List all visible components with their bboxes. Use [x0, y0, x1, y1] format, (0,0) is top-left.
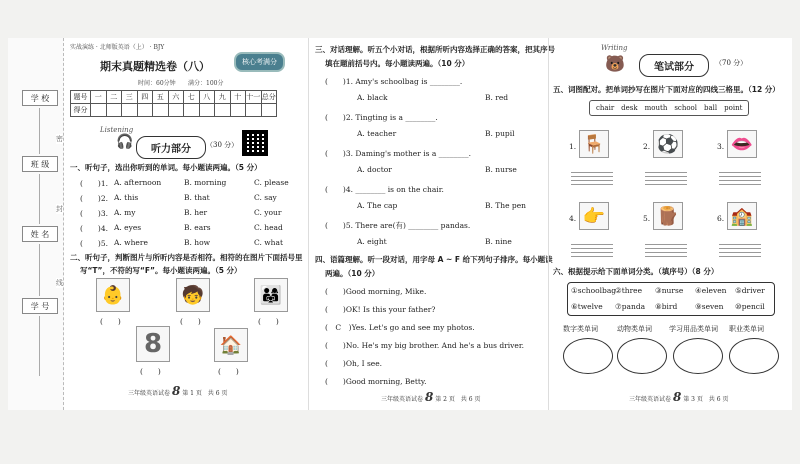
writing-points: （70 分） [715, 59, 748, 67]
q1-item-2-b: B. that [184, 193, 210, 202]
q3-item-4-b: B. The pen [485, 201, 527, 210]
q3-item-4-a: A. The cap [357, 201, 398, 210]
q3-item-1-a: A. black [357, 93, 388, 102]
seal-mark-3: 线 [56, 279, 63, 287]
score-input-cell[interactable] [184, 104, 200, 117]
listening-tag: Listening [100, 126, 134, 134]
q1-item-3-b: B. her [184, 208, 208, 217]
score-cell: 一 [91, 91, 107, 104]
q3-item-3-a: A. doctor [357, 165, 392, 174]
q1-item-1-num[interactable]: ( )1. [80, 179, 109, 188]
score-cell: 三 [122, 91, 138, 104]
q3-item-4[interactable]: ( )4. ________ is on the chair. [325, 185, 444, 194]
writing-title-text: 笔试部分 [654, 62, 694, 73]
writing-lines-1[interactable] [571, 172, 613, 188]
word-bank: chair desk mouth school ball point [589, 100, 749, 116]
footer-prefix: 三年级英语试卷 [128, 390, 171, 397]
score-input-cell[interactable] [215, 104, 231, 117]
school-line [39, 108, 40, 154]
q1-item-1-c: C. please [254, 178, 289, 187]
score-input-cell[interactable] [199, 104, 215, 117]
q2-answer-2[interactable]: ( ) [180, 317, 201, 326]
q3-item-1-b: B. red [485, 93, 509, 102]
q2-heading: 二、听句子，判断图片与所听内容是否相符。相符的在图片下面括号里 [70, 253, 303, 262]
score-cell: 七 [184, 91, 200, 104]
page-3-footer [629, 390, 728, 404]
qr-code-icon[interactable] [242, 130, 268, 156]
option-1: ①schoolbag [571, 286, 617, 295]
q4-item-5[interactable]: ( )Oh, I see. [325, 359, 383, 368]
class-label: 班 级 [22, 156, 58, 172]
q1-item-2-a: A. this [114, 193, 139, 202]
footer-prefix: 三年级英语试卷 [381, 396, 424, 403]
writing-lines-6[interactable] [719, 244, 761, 260]
student-number-line [39, 316, 40, 376]
q1-item-1-a: A. afternoon [114, 178, 162, 187]
score-cell: 题号 [71, 91, 91, 104]
score-input-cell[interactable] [168, 104, 184, 117]
q1-item-3-a: A. my [114, 208, 136, 217]
score-table [70, 90, 277, 117]
name-label: 姓 名 [22, 226, 58, 242]
score-cell: 得分 [71, 104, 91, 117]
q2-picture-3: 👨‍👩‍👧 [254, 278, 288, 312]
class-line [39, 174, 40, 224]
q6-heading: 六、根据提示给下面单词分类。（填序号）（8 分） [553, 267, 719, 276]
q4-item-3[interactable]: ( C )Yes. Let's go and see my photos. [325, 323, 475, 332]
footer-grade-number: 8 [672, 390, 682, 404]
q5-num-1: 1. [569, 142, 577, 151]
headphones-icon: 🎧 [116, 134, 134, 150]
writing-lines-2[interactable] [645, 172, 687, 188]
point-picture: 👉 [579, 202, 609, 230]
q1-item-5-num[interactable]: ( )5. [80, 239, 109, 248]
score-cell: 十一 [246, 91, 262, 104]
q3-item-5[interactable]: ( )5. There are(有) ________ pandas. [325, 221, 471, 230]
category-animals-answer[interactable] [617, 338, 667, 374]
q1-item-4-c: C. head [254, 223, 283, 232]
q1-item-3-num[interactable]: ( )3. [80, 209, 109, 218]
page-1-footer [128, 384, 227, 398]
option-4: ④eleven [695, 286, 727, 295]
page-title: 期末真题精选卷（八） [100, 60, 210, 73]
q3-item-5-b: B. nine [485, 237, 512, 246]
q4-item-6[interactable]: ( )Good morning, Betty. [325, 377, 427, 386]
option-10: ⑩pencil [735, 302, 765, 311]
school-label: 学 校 [22, 90, 58, 106]
category-jobs-label: 职业类单词 [729, 325, 764, 333]
category-stationery-answer[interactable] [673, 338, 723, 374]
footer-grade-number: 8 [424, 390, 434, 404]
score-input-cell[interactable] [137, 104, 153, 117]
writing-lines-4[interactable] [571, 244, 613, 260]
q5-num-6: 6. [717, 214, 725, 223]
option-8: ⑧bird [655, 302, 678, 311]
q2-picture-1: 👶 [96, 278, 130, 312]
ball-picture: ⚽ [653, 130, 683, 158]
score-input-cell[interactable] [106, 104, 122, 117]
footer-grade-number: 8 [171, 384, 181, 398]
q1-item-5-c: C. what [254, 238, 283, 247]
score-input-cell[interactable] [261, 104, 277, 117]
q3-item-3[interactable]: ( )3. Daming's mother is a ________. [325, 149, 472, 158]
category-numbers-label: 数字类单词 [563, 325, 598, 333]
q2-answer-1[interactable]: ( ) [100, 317, 121, 326]
score-cell: 十 [230, 91, 246, 104]
writing-tag: Writing [601, 44, 628, 52]
page-2-footer [381, 390, 480, 404]
option-3: ③nurse [655, 286, 684, 295]
seal-mark-2: 封 [56, 205, 63, 213]
full-score-label: 满分：100分 [188, 80, 224, 87]
q1-item-1-b: B. morning [184, 178, 227, 187]
exam-sheet [8, 38, 792, 410]
bear-pencil-icon: 🐻 [605, 54, 625, 73]
listening-section-title [136, 136, 206, 159]
q5-num-3: 3. [717, 142, 725, 151]
page-1 [68, 38, 304, 410]
score-cell: 六 [168, 91, 184, 104]
q2-answer-4[interactable]: ( ) [140, 367, 161, 376]
writing-lines-3[interactable] [719, 172, 761, 188]
category-animals-label: 动物类单词 [617, 325, 652, 333]
score-header-row [71, 91, 277, 104]
option-9: ⑨seven [695, 302, 724, 311]
q1-heading: 一、听句子，选出你听到的单词。每小题读两遍。（5 分） [70, 163, 262, 172]
q3-item-2[interactable]: ( )2. Tingting is a ________. [325, 113, 438, 122]
q2-picture-2: 🧒 [176, 278, 210, 312]
category-stationery-label: 学习用品类单词 [669, 325, 718, 333]
option-5: ⑤driver [735, 286, 765, 295]
score-cell: 四 [137, 91, 153, 104]
student-number-label: 学 号 [22, 298, 58, 314]
q4-heading: 四、语篇理解。听一段对话，用字母 A ~ F 给下列句子排序。每小题读 [315, 255, 553, 264]
listening-title-text: 听力部分 [151, 144, 191, 155]
name-line [39, 244, 40, 296]
q4-item-2[interactable]: ( )OK! Is this your father? [325, 305, 436, 314]
option-7: ⑦panda [615, 302, 646, 311]
writing-lines-5[interactable] [645, 244, 687, 260]
q2-heading-line2: 写“T”，不符的写“F”。每小题读两遍。（5 分） [80, 266, 242, 275]
core-badge: 核心考满分 [234, 52, 285, 72]
q3-item-5-a: A. eight [357, 237, 387, 246]
score-cell: 五 [153, 91, 169, 104]
score-cell: 二 [106, 91, 122, 104]
series-label: 实战演练 · 北师版英语（上） · BJY [70, 44, 165, 51]
category-jobs-answer[interactable] [729, 338, 779, 374]
q1-item-4-b: B. ears [184, 223, 211, 232]
score-input-cell[interactable] [122, 104, 138, 117]
q1-item-2-c: C. say [254, 193, 277, 202]
q2-answer-5[interactable]: ( ) [218, 367, 239, 376]
q4-item-4[interactable]: ( )No. He's my big brother. And he's a bus driver. [325, 341, 524, 350]
school-picture: 🏫 [727, 202, 757, 230]
q4-heading-line2: 两遍。（10 分） [325, 269, 380, 278]
q3-item-3-b: B. nurse [485, 165, 517, 174]
q1-item-5-b: B. how [184, 238, 211, 247]
page-2 [308, 38, 555, 410]
q1-item-4-num[interactable]: ( )4. [80, 224, 109, 233]
score-value-row [71, 104, 277, 117]
q1-item-4-a: A. eyes [114, 223, 142, 232]
mouth-picture: 👄 [727, 130, 757, 158]
q5-num-2: 2. [643, 142, 651, 151]
q3-heading: 三、对话理解。听五个小对话，根据所听内容选择正确的答案，把其序号 [315, 45, 555, 54]
q3-item-2-b: B. pupil [485, 129, 515, 138]
binding-margin [8, 38, 64, 410]
q1-item-5-a: A. where [114, 238, 148, 247]
q5-num-4: 4. [569, 214, 577, 223]
q2-picture-4: 8 [136, 326, 170, 362]
option-6: ⑥twelve [571, 302, 603, 311]
seal-mark-1: 密 [56, 135, 63, 143]
footer-page: 第 3 页 共 6 页 [683, 396, 729, 403]
score-input-cell[interactable] [153, 104, 169, 117]
q2-answer-3[interactable]: ( ) [258, 317, 279, 326]
score-cell: 九 [215, 91, 231, 104]
time-label: 时间：60分钟 [138, 80, 176, 87]
q2-picture-5: 🏠 [214, 328, 248, 362]
option-2: ②three [615, 286, 643, 295]
chair-picture: 🪑 [579, 130, 609, 158]
footer-prefix: 三年级英语试卷 [629, 396, 672, 403]
q5-num-5: 5. [643, 214, 651, 223]
writing-section-title [639, 54, 709, 77]
page-3 [548, 38, 784, 410]
score-cell: 八 [199, 91, 215, 104]
footer-page: 第 1 页 共 6 页 [182, 390, 228, 397]
footer-page: 第 2 页 共 6 页 [435, 396, 481, 403]
score-input-cell[interactable] [230, 104, 246, 117]
q3-item-2-a: A. teacher [357, 129, 397, 138]
q1-item-3-c: C. your [254, 208, 282, 217]
q3-heading-line2: 填在题前括号内。每小题读两遍。（10 分） [325, 59, 470, 68]
q4-item-1[interactable]: ( )Good morning, Mike. [325, 287, 427, 296]
score-input-cell[interactable] [91, 104, 107, 117]
q5-heading: 五、词图配对。把单词抄写在图片下面对应的四线三格里。（12 分） [553, 85, 780, 94]
listening-points: （30 分） [206, 141, 239, 149]
score-cell: 总分 [261, 91, 277, 104]
category-numbers-answer[interactable] [563, 338, 613, 374]
q3-item-1[interactable]: ( )1. Amy's schoolbag is ________. [325, 77, 463, 86]
score-input-cell[interactable] [246, 104, 262, 117]
desk-picture: 🪵 [653, 202, 683, 230]
q1-item-2-num[interactable]: ( )2. [80, 194, 109, 203]
